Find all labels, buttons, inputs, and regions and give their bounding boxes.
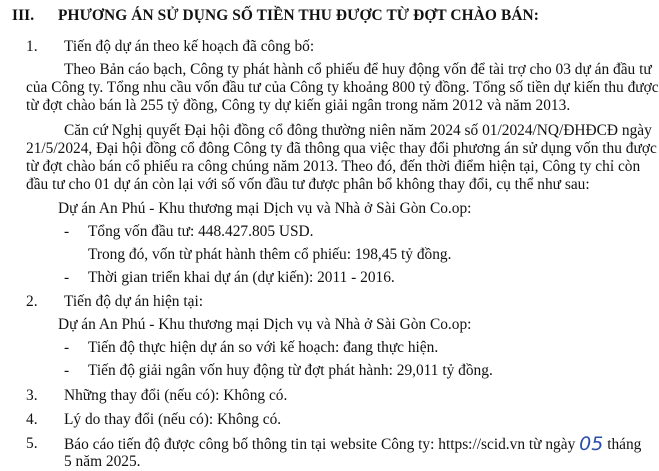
item-1-para2-line4: đầu tư cho 01 dự án còn lại với số vốn đầu tư được phân bổ không thay đổi, cụ thể như sau: — [26, 176, 590, 193]
item-5-line2: 5 năm 2025. — [64, 453, 141, 470]
item-2-bullet-2: Tiến độ giải ngân vốn huy động từ đợt phát hành: 29,011 tỷ đồng. — [88, 362, 493, 379]
item-3-text: Những thay đổi (nếu có): Không có. — [64, 387, 288, 404]
item-2-project: Dự án An Phú - Khu thương mại Dịch vụ và Nhà ở Sài Gòn Co.op: — [58, 316, 472, 333]
item-1-bullet-1-dash: - — [64, 223, 70, 240]
item-2-number: 2. — [26, 293, 38, 310]
item-2-bullet-2-dash: - — [64, 362, 70, 379]
item-5-number: 5. — [26, 435, 38, 452]
item-1-para2-line1: Căn cứ Nghị quyết Đại hội đồng cổ đông thường niên năm 2024 số 01/2024/NQ/ĐHĐCĐ ngày — [64, 122, 652, 139]
item-1-para2-line3: từ đợt chào bán cổ phiếu ra công chúng năm 2013. Theo đó, đến thời điểm hiện tại, Công ty chỉ còn — [26, 158, 641, 175]
item-1-title: Tiến độ dự án theo kế hoạch đã công bố: — [64, 38, 315, 55]
item-1-project: Dự án An Phú - Khu thương mại Dịch vụ và Nhà ở Sài Gòn Co.op: — [58, 200, 472, 217]
section-number: III. — [12, 7, 35, 24]
item-5-suffix: tháng — [607, 436, 642, 453]
item-1-bullet-1: Tổng vốn đầu tư: 448.427.805 USD. — [88, 223, 314, 240]
item-1-para2-line2: 21/5/2024, Đại hội đồng cổ đông Công ty đã thông qua việc thay đổi phương án sử dụng vốn thu được — [26, 140, 657, 157]
item-1-para1-line3: từ đợt chào bán là 255 tỷ đồng, Công ty dự kiến giải ngân trong năm 2012 và năm 2013. — [26, 97, 571, 114]
item-5-prefix: Báo cáo tiến độ được công bố thông tin tại website Công ty: https://scid.vn từ ngày — [64, 436, 576, 453]
item-1-bullet-2: Thời gian triển khai dự án (dự kiến): 2011 - 2016. — [88, 269, 395, 286]
item-1-para1-line2: của Công ty. Tổng nhu cầu vốn đầu tư của Công ty khoảng 800 tỷ đồng. Tổng số tiền dự kiến thu được — [26, 79, 659, 96]
item-2-title: Tiến độ dự án hiện tại: — [64, 293, 204, 310]
item-2-bullet-1-dash: - — [64, 339, 70, 356]
item-1-sub-note: Trong đó, vốn từ phát hành thêm cổ phiếu: 198,45 tỷ đồng. — [88, 246, 452, 263]
item-1-para1-line1: Theo Bản cáo bạch, Công ty phát hành cổ phiếu để huy động vốn để tài trợ cho 03 dự án đầu tư — [64, 61, 652, 78]
item-1-bullet-2-dash: - — [64, 269, 70, 286]
item-5-line1 — [64, 434, 641, 454]
item-2-bullet-1: Tiến độ thực hiện dự án so với kế hoạch: đang thực hiện. — [88, 339, 439, 356]
item-4-number: 4. — [26, 411, 38, 428]
item-3-number: 3. — [26, 387, 38, 404]
handwritten-day: 05 — [579, 433, 604, 455]
item-1-number: 1. — [26, 38, 38, 55]
section-title: PHƯƠNG ÁN SỬ DỤNG SỐ TIỀN THU ĐƯỢC TỪ ĐỢT CHÀO BÁN: — [58, 7, 539, 24]
item-4-text: Lý do thay đổi (nếu có): Không có. — [64, 411, 282, 428]
